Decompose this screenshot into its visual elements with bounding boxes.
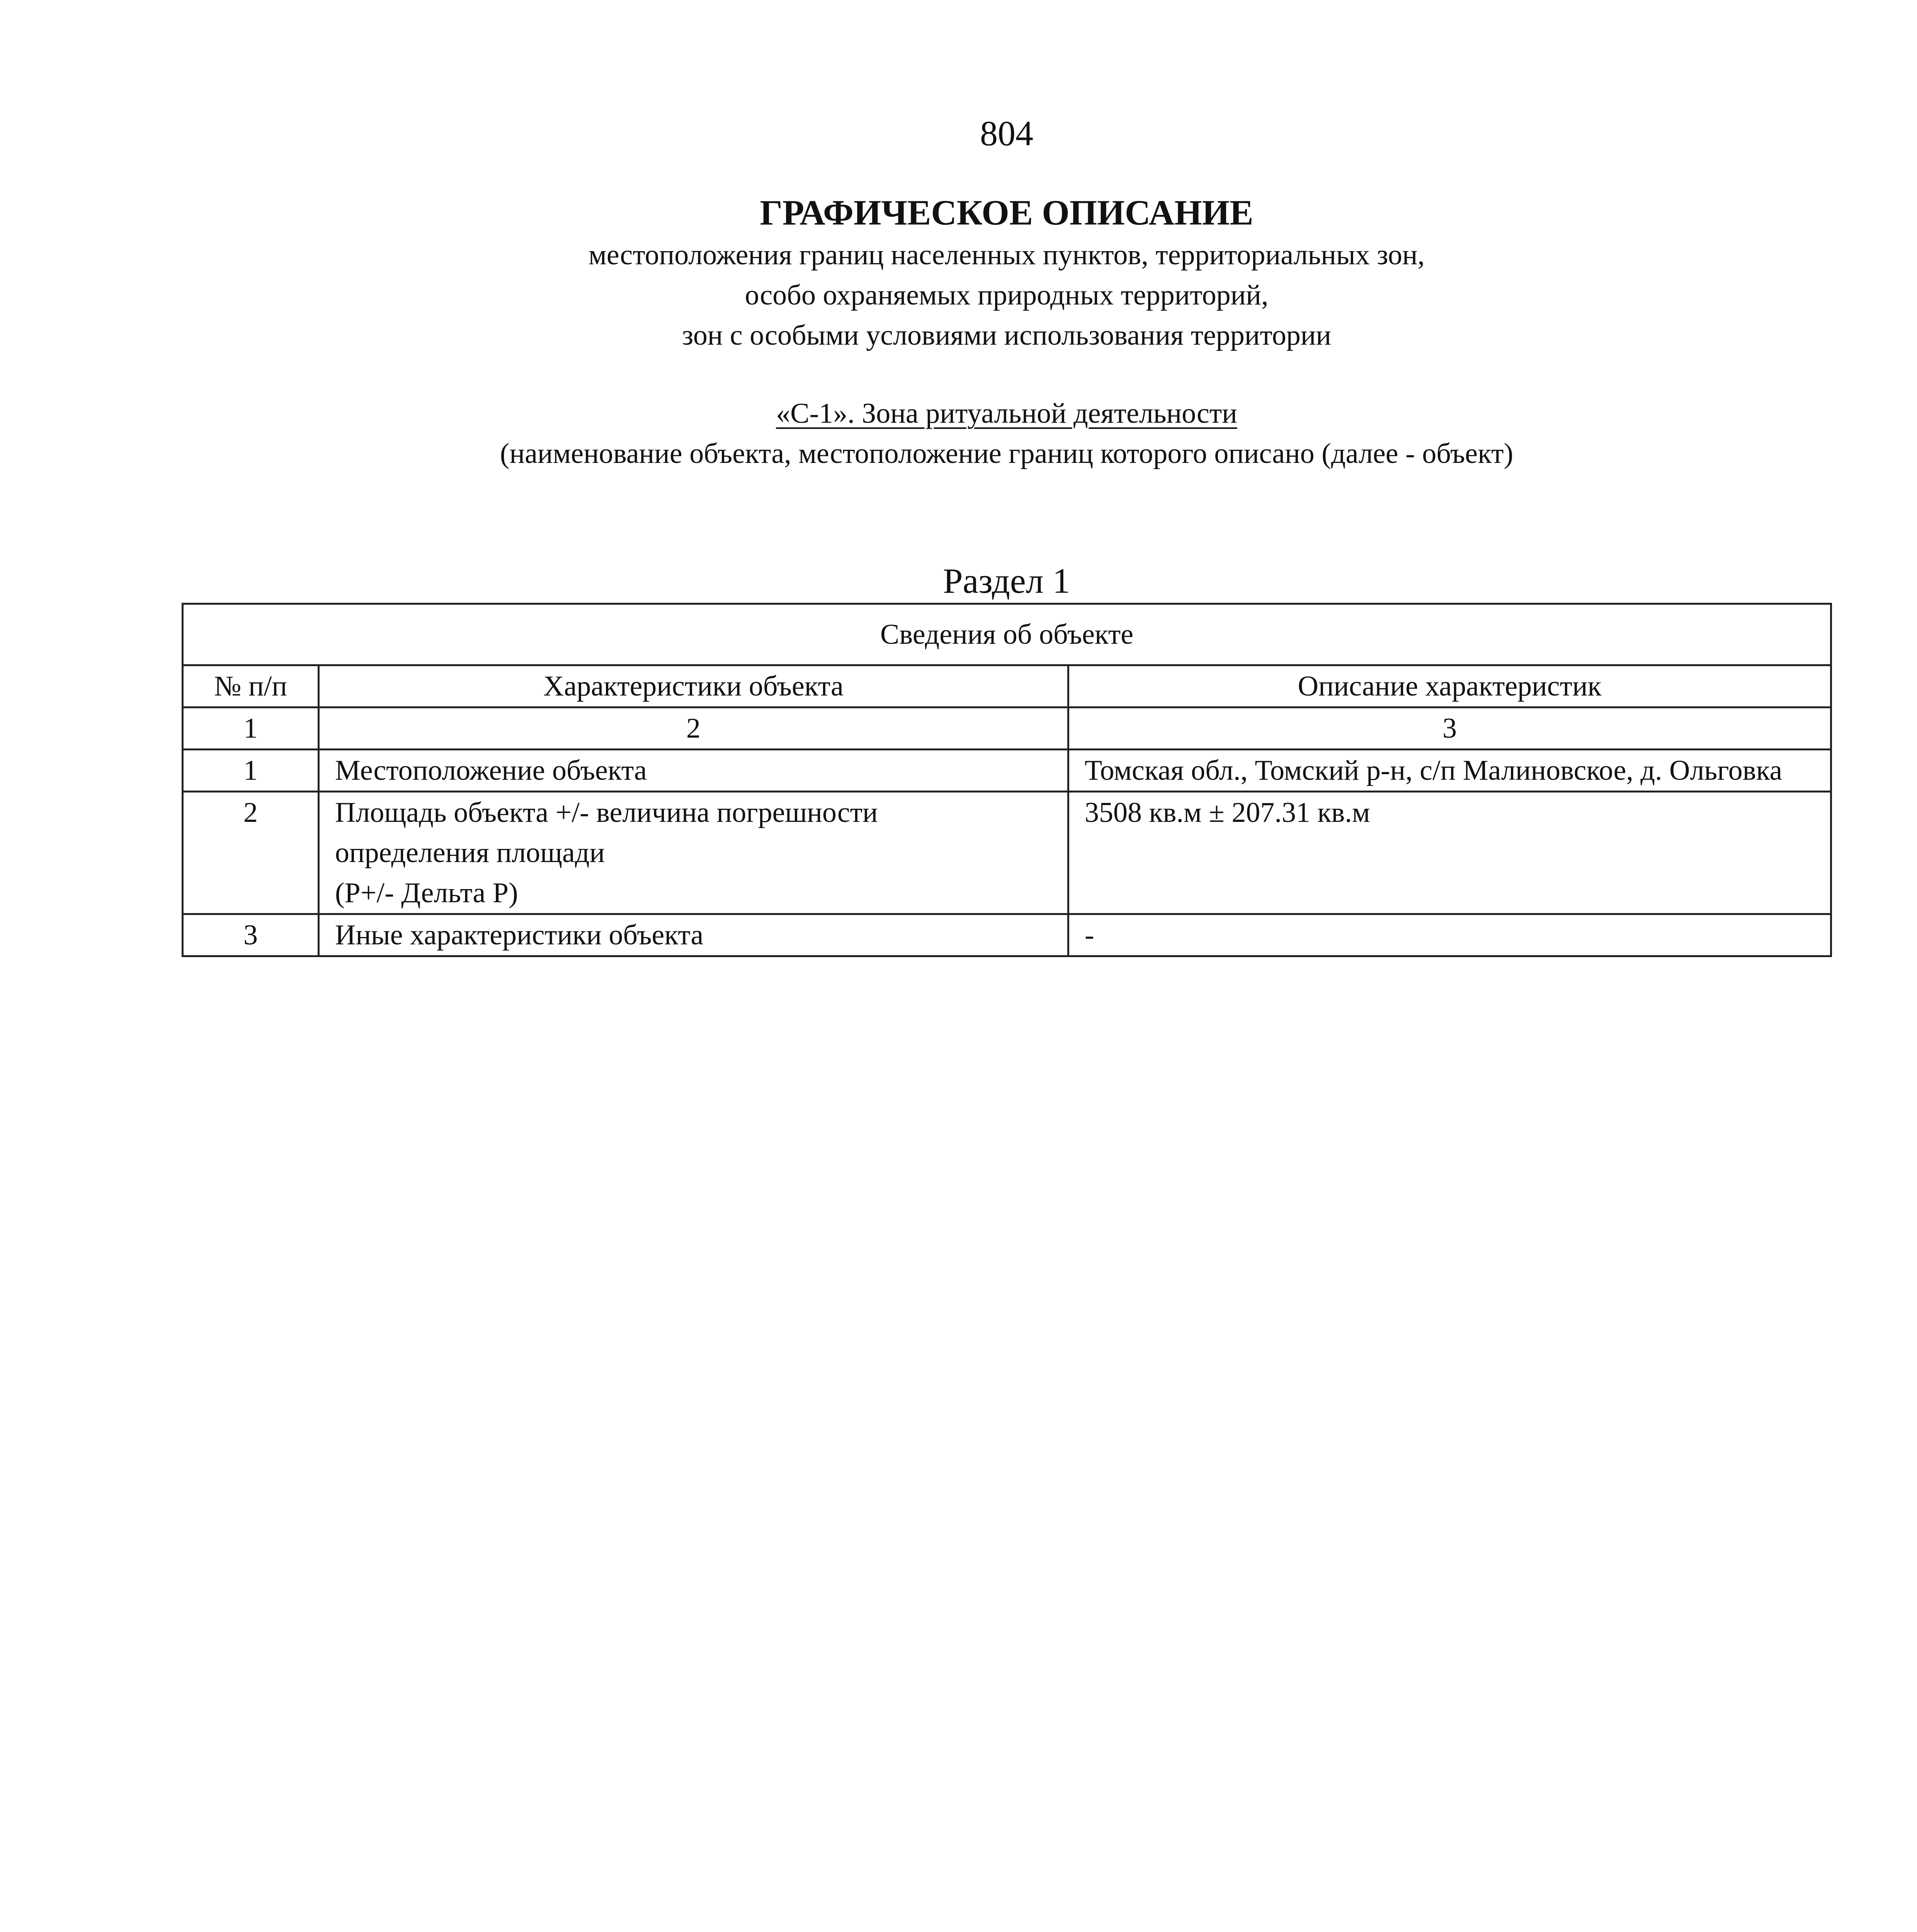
row-number: 2 — [183, 792, 319, 914]
row-number: 3 — [183, 914, 319, 956]
object-block — [0, 393, 1917, 474]
table-row — [183, 792, 1831, 914]
table-row — [183, 750, 1831, 792]
characteristic-line: (P+/- Дельта P) — [335, 877, 518, 909]
document-title: ГРАФИЧЕСКОЕ ОПИСАНИЕ — [760, 193, 1254, 232]
section-title: Раздел 1 — [943, 561, 1070, 600]
row-characteristic: Иные характеристики объекта — [319, 914, 1068, 956]
row-number: 1 — [183, 750, 319, 792]
page-number: 804 — [980, 114, 1033, 153]
object-name: «С-1». Зона ритуальной деятельности — [776, 398, 1237, 429]
row-characteristic: Местоположение объекта — [319, 750, 1068, 792]
table-caption: Сведения об объекте — [183, 604, 1831, 665]
characteristic-line: Площадь объекта +/- величина погрешности — [335, 797, 878, 828]
row-characteristic — [319, 792, 1068, 914]
header-cell-number: № п/п — [183, 665, 319, 707]
row-description: Томская обл., Томский р-н, с/п Малиновское, д. Ольговка — [1068, 750, 1831, 792]
column-index-row — [183, 707, 1831, 750]
object-name-caption: (наименование объекта, местоположение границ которого описано (далее - объект) — [500, 438, 1514, 469]
subtitle-line: местоположения границ населенных пунктов, территориальных зон, — [588, 239, 1425, 271]
column-index-cell: 3 — [1068, 707, 1831, 750]
document-subtitle — [0, 235, 1917, 355]
row-description: 3508 кв.м ± 207.31 кв.м — [1068, 792, 1831, 914]
table-row — [183, 914, 1831, 956]
characteristic-line: определения площади — [335, 837, 605, 869]
row-description: - — [1068, 914, 1831, 956]
header-cell-characteristic: Характеристики объекта — [319, 665, 1068, 707]
subtitle-line: особо охраняемых природных территорий, — [745, 279, 1269, 311]
object-info-table — [182, 603, 1832, 957]
header-cell-description: Описание характеристик — [1068, 665, 1831, 707]
table-caption-row — [183, 604, 1831, 665]
column-index-cell: 1 — [183, 707, 319, 750]
subtitle-line: зон с особыми условиями использования территории — [682, 320, 1331, 351]
column-index-cell: 2 — [319, 707, 1068, 750]
table-header-row — [183, 665, 1831, 707]
